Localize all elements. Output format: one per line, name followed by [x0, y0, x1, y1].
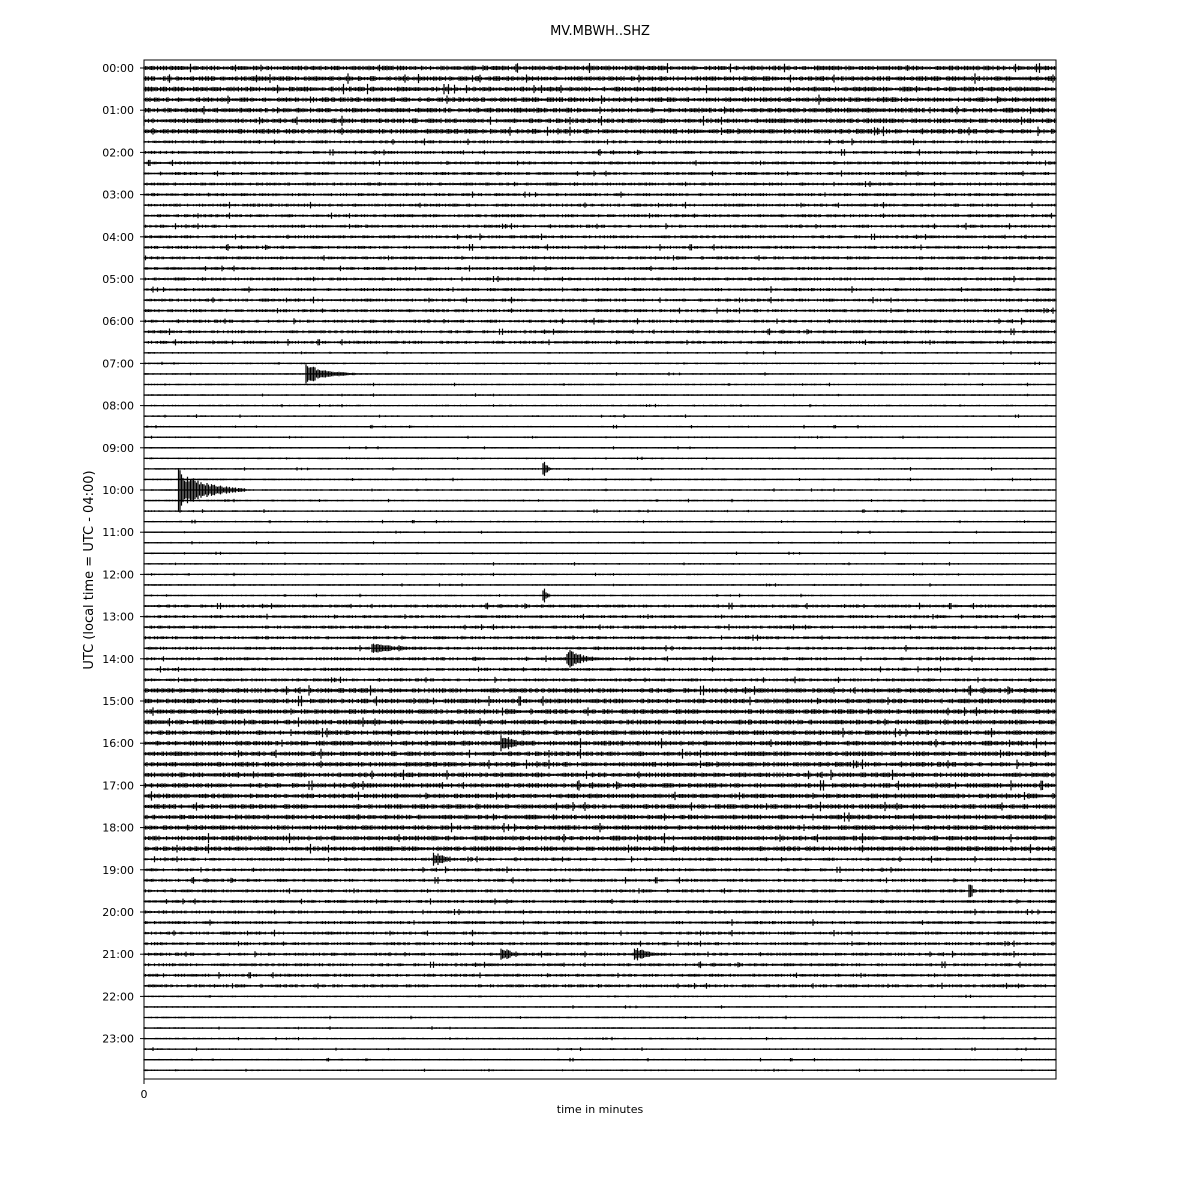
y-axis-label: UTC (local time = UTC - 04:00)	[82, 470, 97, 670]
y-tick-label: 19:00	[102, 863, 134, 877]
y-tick-label: 00:00	[102, 62, 134, 75]
y-tick-label: 21:00	[102, 948, 134, 962]
y-tick-label: 03:00	[102, 188, 134, 202]
y-tick-label: 05:00	[102, 273, 134, 286]
y-tick-label: 18:00	[102, 821, 134, 835]
y-tick-label: 04:00	[102, 230, 134, 244]
y-tick-label: 13:00	[102, 610, 134, 624]
y-tick-label: 23:00	[102, 1032, 134, 1046]
chart-title: MV.MBWH..SHZ	[550, 24, 650, 39]
y-tick-label: 15:00	[102, 695, 134, 708]
y-tick-label: 14:00	[102, 652, 134, 666]
y-tick-label: 17:00	[102, 779, 134, 793]
y-tick-label: 01:00	[102, 104, 134, 118]
plot-frame	[144, 60, 1056, 1079]
y-tick-label: 11:00	[102, 526, 134, 540]
y-tick-label: 02:00	[102, 146, 134, 160]
y-tick-label: 08:00	[102, 399, 134, 413]
trace-lines	[144, 63, 1056, 1072]
y-tick-label: 10:00	[102, 484, 134, 497]
x-tick-label: 0	[140, 1088, 148, 1101]
y-tick-label: 07:00	[102, 357, 134, 371]
y-tick-label: 06:00	[102, 315, 134, 329]
y-axis-ticks	[102, 62, 144, 1046]
y-tick-label: 12:00	[102, 568, 134, 582]
x-axis-ticks	[141, 1079, 148, 1101]
y-tick-label: 20:00	[102, 906, 134, 919]
x-axis-label: time in minutes	[556, 1103, 644, 1116]
y-tick-label: 09:00	[102, 441, 134, 455]
y-tick-label: 16:00	[102, 737, 134, 751]
y-tick-label: 22:00	[102, 990, 134, 1004]
